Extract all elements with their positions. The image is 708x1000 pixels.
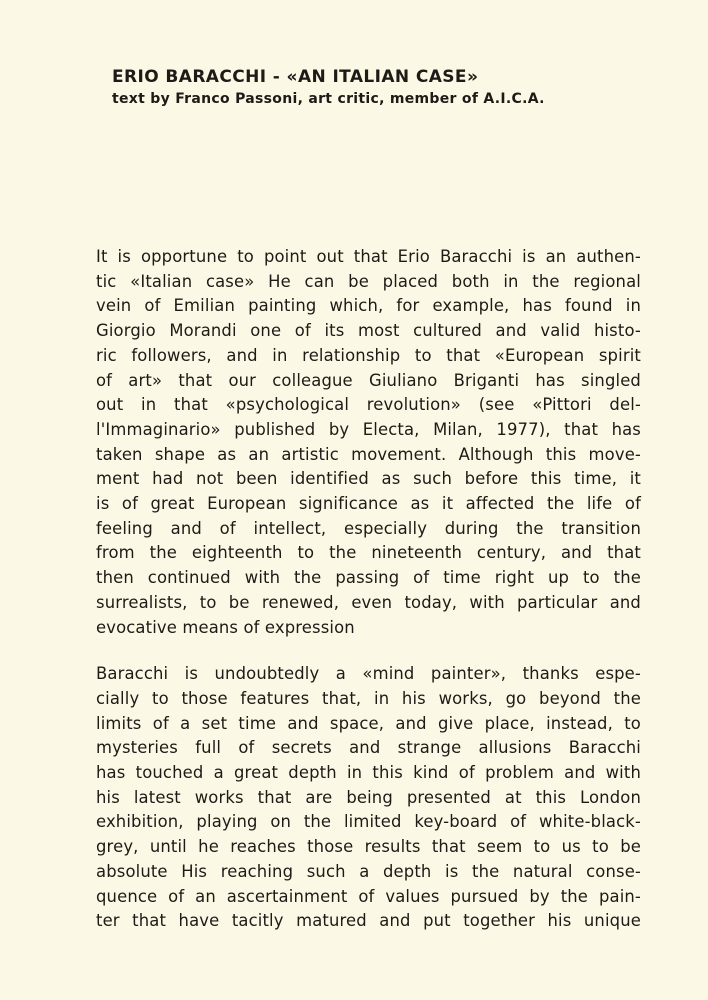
text-line: ter that have tacitly matured and put together his unique <box>96 911 641 931</box>
text-line: cially to those features that, in his works, go beyond the <box>96 688 641 708</box>
text-line: quence of an ascertainment of values pursued by the pain- <box>96 886 641 906</box>
text-line: taken shape as an artistic movement. Although this move- <box>96 444 641 464</box>
text-line: ric followers, and in relationship to that «European spirit <box>96 345 641 365</box>
paragraph-1 <box>96 245 641 640</box>
text-line: l'Immaginario» published by Electa, Milan, 1977), that has <box>96 419 641 439</box>
text-line: grey, until he reaches those results that seem to us to be <box>96 837 641 857</box>
text-line: absolute His reaching such a depth is the natural conse- <box>96 861 641 881</box>
text-line: is of great European significance as it affected the life of <box>96 494 641 514</box>
text-line: limits of a set time and space, and give place, instead, to <box>96 713 641 733</box>
text-line: It is opportune to point out that Erio Baracchi is an authen- <box>96 247 641 266</box>
text-line: of art» that our colleague Giuliano Briganti has singled <box>96 370 641 390</box>
paragraph-2 <box>96 662 641 934</box>
text-line: Baracchi is undoubtedly a «mind painter», thanks espe- <box>96 664 641 684</box>
text-line: ment had not been identified as such before this time, it <box>96 469 641 489</box>
document-title: ERIO BARACCHI - «AN ITALIAN CASE» <box>112 67 479 87</box>
document-subtitle: text by Franco Passoni, art critic, member of A.I.C.A. <box>112 91 545 107</box>
text-line: out in that «psychological revolution» (see «Pittori del- <box>96 395 641 415</box>
text-line: has touched a great depth in this kind of problem and with <box>96 763 641 783</box>
document-header <box>112 66 545 110</box>
text-line: Giorgio Morandi one of its most cultured and valid histo- <box>96 321 641 341</box>
text-line: vein of Emilian painting which, for example, has found in <box>96 296 641 316</box>
text-line: mysteries full of secrets and strange allusions Baracchi <box>96 738 641 758</box>
text-line: from the eighteenth to the nineteenth century, and that <box>96 543 641 563</box>
text-line: his latest works that are being presented at this London <box>96 787 641 807</box>
text-line: exhibition, playing on the limited key-board of white-black- <box>96 812 641 832</box>
text-line: feeling and of intellect, especially during the transition <box>96 518 641 538</box>
text-line: tic «Italian case» He can be placed both in the regional <box>96 271 641 291</box>
document-body <box>96 245 641 934</box>
text-line: surrealists, to be renewed, even today, with particular and <box>96 592 641 612</box>
text-line: then continued with the passing of time right up to the <box>96 568 641 588</box>
paragraph-gap <box>96 640 641 662</box>
text-line: evocative means of expression <box>96 617 355 637</box>
